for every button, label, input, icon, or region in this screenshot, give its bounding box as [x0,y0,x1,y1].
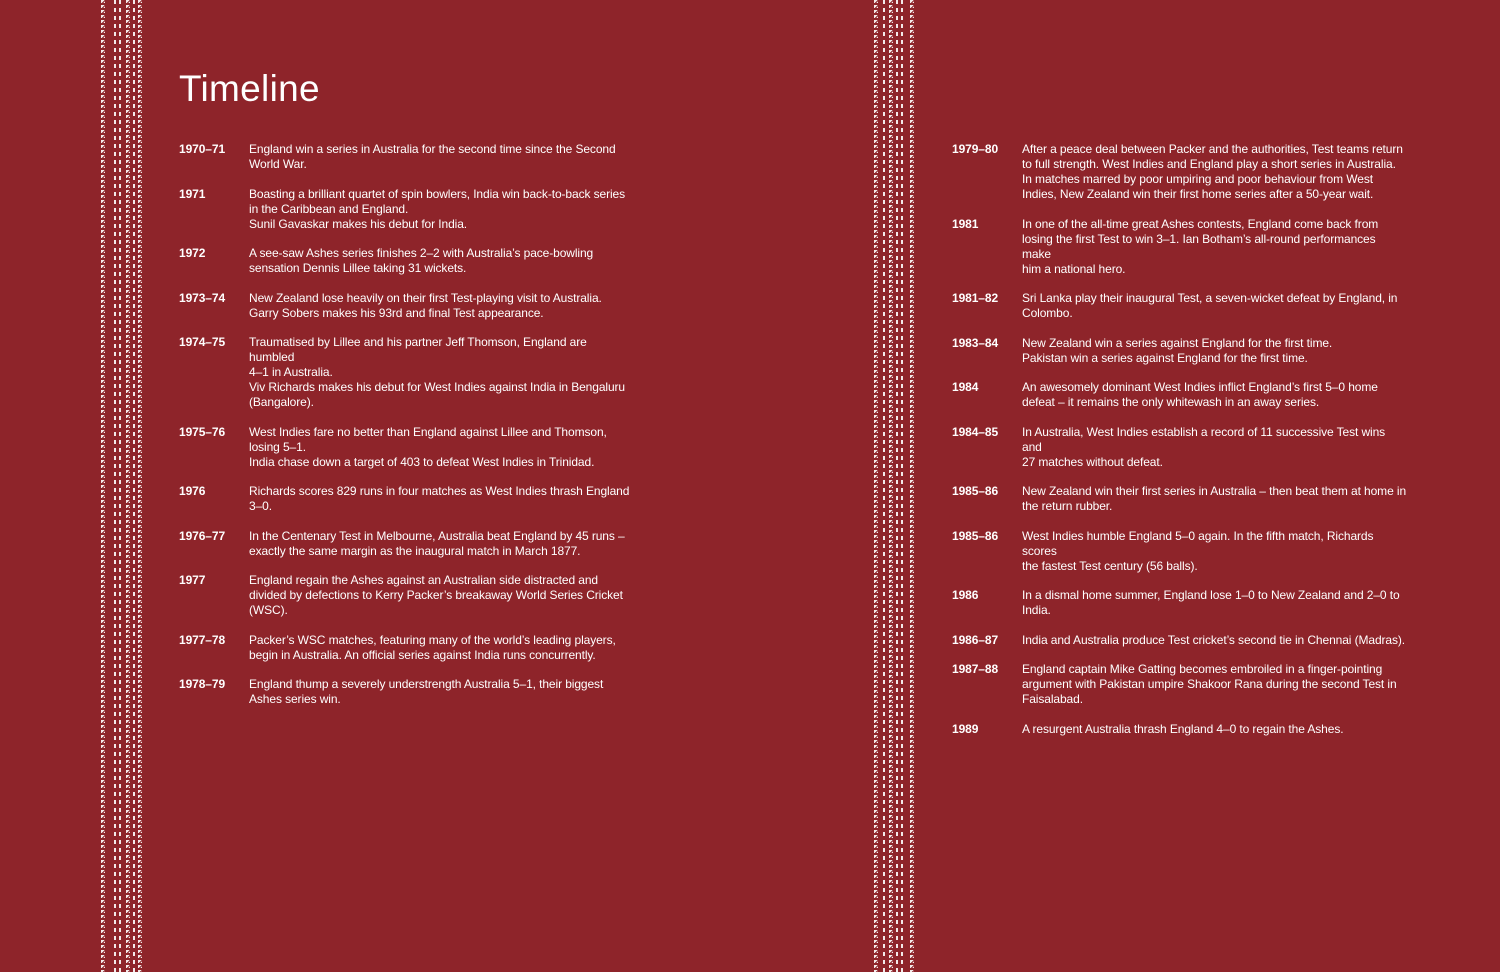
timeline-description [1022,633,1407,648]
timeline-description-line: Sri Lanka play their inaugural Test, a seven-wicket defeat by England, in [1022,291,1398,305]
timeline-left-column [179,142,639,722]
timeline-right-column [952,142,1412,751]
timeline-entry [952,142,1412,202]
timeline-entry [952,529,1412,574]
timeline-entry [179,335,639,410]
timeline-entry [179,573,639,618]
timeline-description [1022,722,1407,737]
timeline-year: 1971 [179,186,206,201]
timeline-entry [179,425,639,470]
timeline-description-line: defeat – it remains the only whitewash in an away series. [1022,395,1320,409]
page-title: Timeline [179,68,320,109]
stitch-seam [889,0,893,972]
timeline-description-line: the fastest Test century (56 balls). [1022,558,1198,573]
timeline-description-line: In matches marred by poor umpiring and poor behaviour from West [1022,172,1373,186]
timeline-entry [179,142,639,172]
timeline-year: 1983–84 [952,335,999,350]
timeline-description-line: England captain Mike Gatting becomes embroiled in a finger-pointing [1022,662,1383,676]
timeline-year: 1976–77 [179,528,226,543]
timeline-description [1022,529,1407,574]
timeline-description [249,425,634,470]
timeline-entry [952,217,1412,277]
stitch-seam [910,0,914,972]
timeline-description-line: England win a series in Australia for the second time since the Second [249,142,616,156]
timeline-entry [179,187,639,232]
timeline-entry [952,484,1412,514]
timeline-description-line: Traumatised by Lillee and his partner Jeff Thomson, England are humbled [249,335,587,364]
stitch-seam [138,0,142,972]
timeline-description-line: Faisalabad. [1022,692,1083,706]
stitch-seam [133,0,135,972]
timeline-description [249,677,634,707]
timeline-year: 1989 [952,721,979,736]
timeline-description [1022,588,1407,618]
timeline-entry [952,662,1412,707]
timeline-entry [952,633,1412,648]
timeline-description-line: him a national hero. [1022,261,1126,276]
timeline-description [1022,662,1407,707]
timeline-description-line: 3–0. [249,499,272,513]
timeline-description-line: In the Centenary Test in Melbourne, Australia beat England by 45 runs – [249,528,625,543]
timeline-year: 1986 [952,588,979,602]
timeline-description-line: losing 5–1. [249,439,306,454]
timeline-description-line: 27 matches without defeat. [1022,454,1163,469]
timeline-description-line: sensation Dennis Lillee taking 31 wickets. [249,261,467,275]
timeline-description-line: New Zealand win their first series in Australia – then beat them at home in [1022,484,1407,498]
timeline-description-line: England regain the Ashes against an Australian side distracted and [249,573,598,587]
timeline-description [249,187,634,232]
stitch-seam [883,0,885,972]
timeline-description-line: (Bangalore). [249,395,314,409]
timeline-entry [952,722,1412,737]
timeline-entry [952,291,1412,321]
timeline-year: 1972 [179,246,206,260]
timeline-description [1022,291,1407,321]
timeline-year: 1985–86 [952,484,999,498]
timeline-description-line: to full strength. West Indies and England play a short series in Australia. [1022,157,1396,171]
timeline-description-line: Colombo. [1022,306,1073,320]
timeline-year: 1984–85 [952,424,999,439]
timeline-year: 1976 [179,484,206,498]
timeline-entry [952,380,1412,410]
timeline-year: 1975–76 [179,424,226,439]
timeline-description-line: in the Caribbean and England. [249,201,409,216]
timeline-description-line: In one of the all-time great Ashes contests, England come back from [1022,216,1379,231]
timeline-entry [179,633,639,663]
timeline-description [249,246,634,276]
timeline-year: 1987–88 [952,662,999,676]
timeline-description-line: A resurgent Australia thrash England 4–0 to regain the Ashes. [1022,721,1344,736]
timeline-description-line: begin in Australia. An official series against India runs concurrently. [249,647,596,662]
timeline-description-line: losing the first Test to win 3–1. Ian Botham’s all-round performances make [1022,231,1376,261]
timeline-description-line: New Zealand win a series against England for the first time. [1022,335,1333,350]
stitch-seam [126,0,130,972]
timeline-year: 1970–71 [179,142,226,156]
timeline-description-line: Viv Richards makes his debut for West Indies against India in Bengaluru [249,380,625,394]
timeline-description [1022,336,1407,366]
timeline-year: 1986–87 [952,632,999,647]
timeline-description-line: exactly the same margin as the inaugural match in March 1877. [249,543,581,558]
timeline-year: 1973–74 [179,290,226,305]
timeline-year: 1985–86 [952,528,999,543]
timeline-description-line: World War. [249,157,307,171]
timeline-description [249,335,634,410]
timeline-description-line: An awesomely dominant West Indies inflict England’s first 5–0 home [1022,380,1378,394]
stitch-seam [896,0,898,972]
timeline-description-line: Sunil Gavaskar makes his debut for India. [249,216,468,231]
timeline-year: 1981–82 [952,291,999,305]
timeline-description-line: New Zealand lose heavily on their first Test-playing visit to Australia. [249,290,602,305]
stitch-seam [114,0,116,972]
timeline-description-line: Richards scores 829 runs in four matches as West Indies thrash England [249,484,630,498]
timeline-description [249,291,634,321]
timeline-description-line: argument with Pakistan umpire Shakoor Rana during the second Test in [1022,677,1397,691]
timeline-description-line: India and Australia produce Test cricket’s second tie in Chennai (Madras). [1022,632,1406,647]
timeline-entry [952,425,1412,470]
timeline-entry [952,336,1412,366]
timeline-description [1022,380,1407,410]
timeline-description-line: After a peace deal between Packer and the authorities, Test teams return [1022,142,1403,156]
timeline-year: 1977–78 [179,632,226,647]
timeline-year: 1984 [952,380,979,394]
timeline-entry [179,246,639,276]
stitch-seam [874,0,878,972]
timeline-entry [179,291,639,321]
timeline-description [249,484,634,514]
timeline-description-line: West Indies fare no better than England against Lillee and Thomson, [249,424,607,439]
timeline-year: 1979–80 [952,142,999,156]
timeline-description [1022,484,1407,514]
stitch-seam [119,0,121,972]
timeline-year: 1978–79 [179,677,226,691]
timeline-year: 1977 [179,573,206,587]
timeline-description-line: In Australia, West Indies establish a record of 11 successive Test wins and [1022,424,1386,454]
timeline-description [249,142,634,172]
timeline-year: 1981 [952,216,979,231]
timeline-description-line: 4–1 in Australia. [249,365,333,379]
timeline-description [249,573,634,618]
timeline-description-line: Boasting a brilliant quartet of spin bowlers, India win back-to-back series [249,186,626,201]
timeline-description [1022,425,1407,470]
timeline-description-line: the return rubber. [1022,499,1113,513]
stitch-seam [101,0,105,972]
timeline-description-line: Pakistan win a series against England for the first time. [1022,350,1308,365]
timeline-description [1022,217,1407,277]
stitch-seam [901,0,903,972]
timeline-entry [179,484,639,514]
timeline-description-line: Ashes series win. [249,692,341,706]
timeline-description-line: India chase down a target of 403 to defeat West Indies in Trinidad. [249,454,595,469]
timeline-entry [179,529,639,559]
timeline-description-line: Garry Sobers makes his 93rd and final Test appearance. [249,305,544,320]
timeline-description-line: divided by defections to Kerry Packer’s breakaway World Series Cricket [249,588,623,602]
timeline-description-line: A see-saw Ashes series finishes 2–2 with Australia’s pace-bowling [249,246,594,260]
timeline-entry [952,588,1412,618]
timeline-description-line: India. [1022,603,1051,617]
timeline-description-line: In a dismal home summer, England lose 1–0 to New Zealand and 2–0 to [1022,588,1400,602]
timeline-description [249,529,634,559]
timeline-description-line: Indies, New Zealand win their first home series after a 50-year wait. [1022,187,1374,201]
timeline-description-line: West Indies humble England 5–0 again. In the fifth match, Richards scores [1022,528,1374,558]
timeline-entry [179,677,639,707]
timeline-description-line: England thump a severely understrength Australia 5–1, their biggest [249,677,604,691]
timeline-description-line: (WSC). [249,603,288,617]
timeline-year: 1974–75 [179,335,226,349]
timeline-description-line: Packer’s WSC matches, featuring many of the world’s leading players, [249,632,616,647]
timeline-description [1022,142,1407,202]
timeline-description [249,633,634,663]
